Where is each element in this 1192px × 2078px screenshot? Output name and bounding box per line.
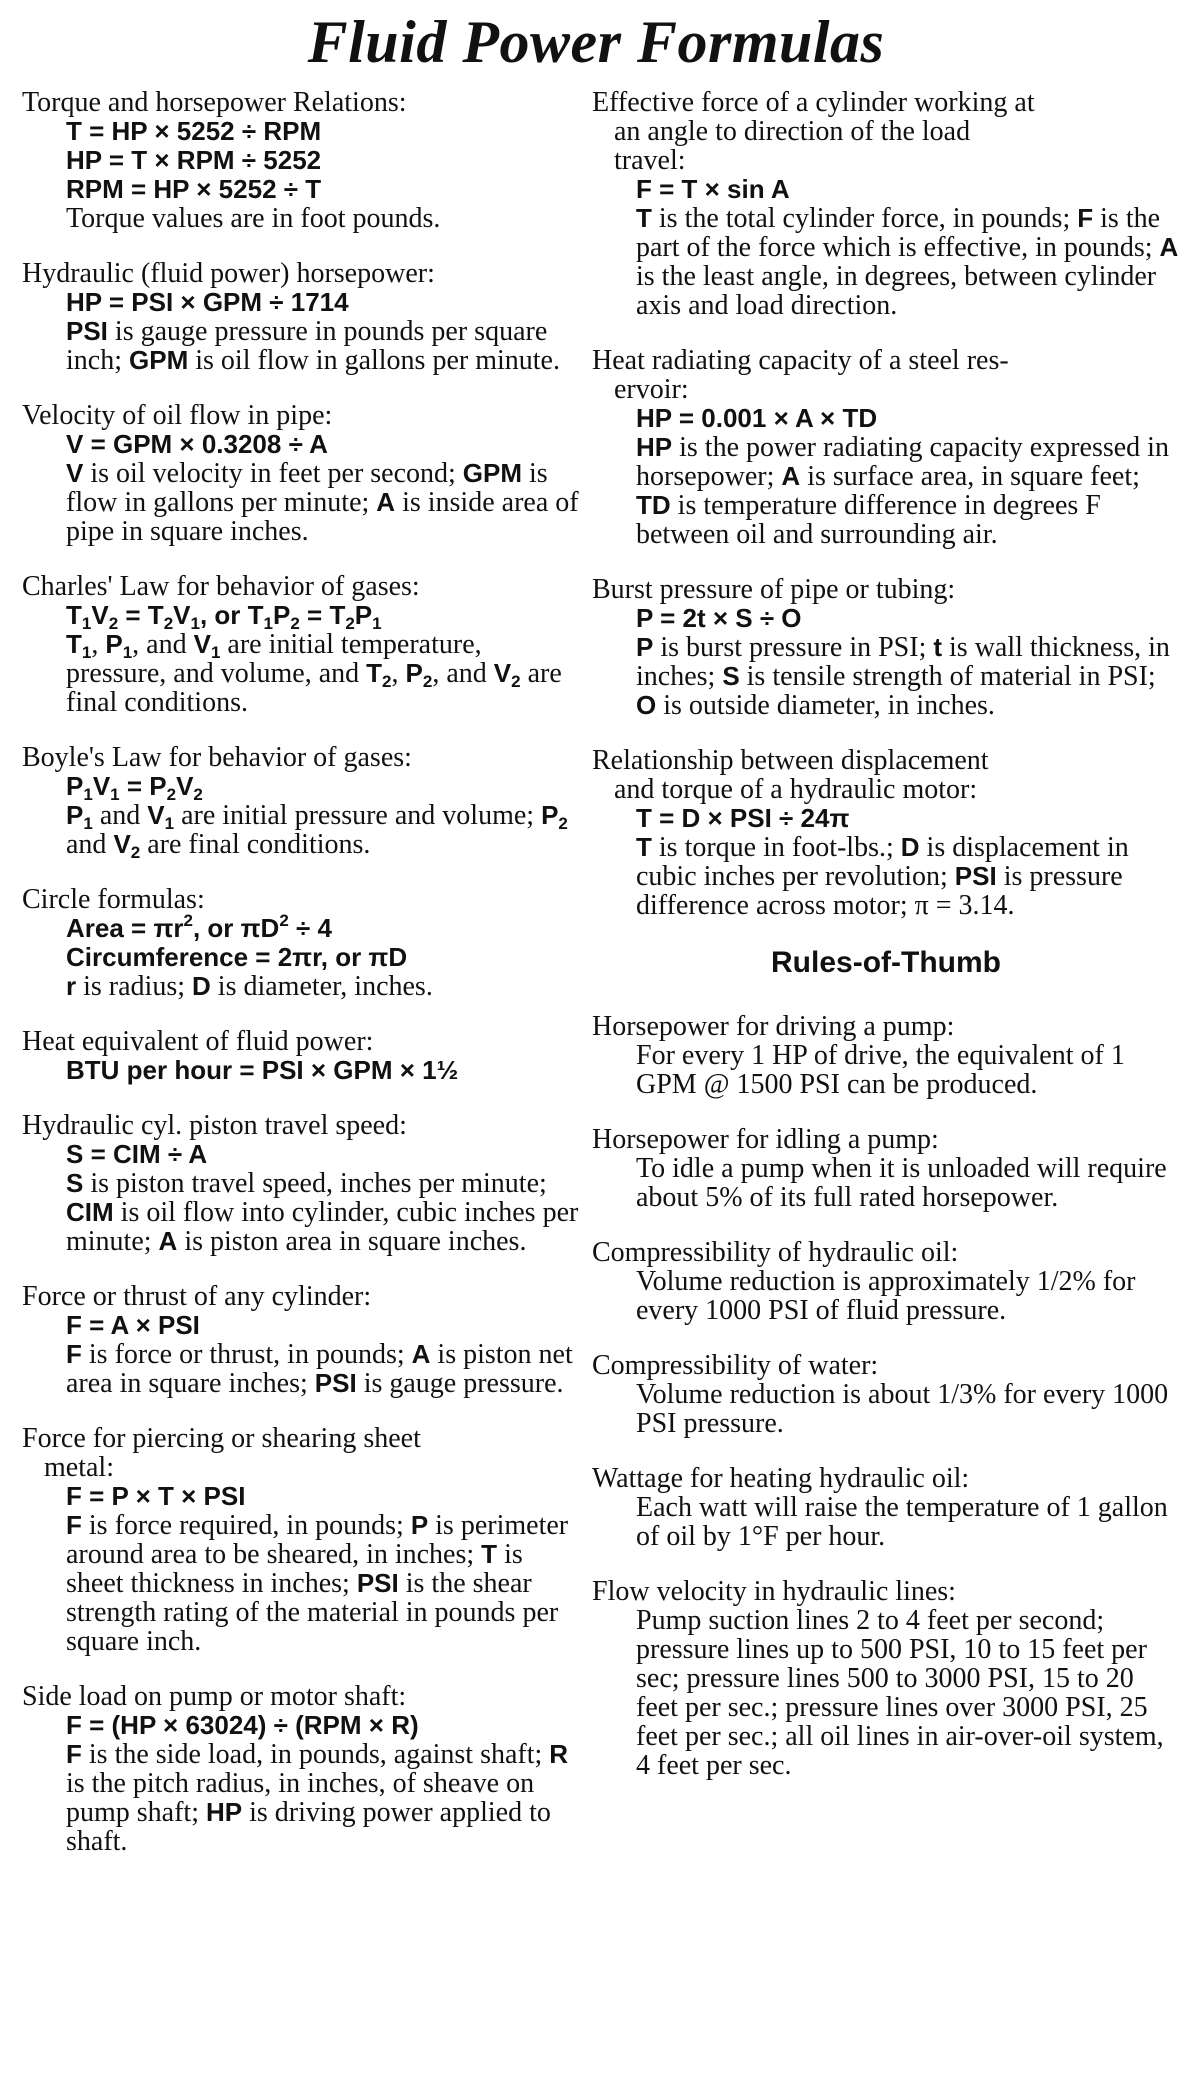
section-description <box>22 1511 580 1656</box>
term: V <box>66 458 84 488</box>
term: T <box>481 1539 498 1569</box>
term-description: is piston area in square inches. <box>177 1226 527 1257</box>
rule-text: To idle a pump when it is unloaded will require about 5% of its full rated horsepower. <box>636 1153 1167 1213</box>
term-description: is oil flow into cylinder, cubic inches per minute; <box>66 1197 579 1257</box>
term-description: is the least angle, in degrees, between cylinder axis and load direction. <box>636 261 1157 321</box>
rule-item <box>592 1577 1180 1780</box>
section-heading: Heat equivalent of fluid power: <box>22 1026 374 1057</box>
rule-text: Volume reduction is approximately 1/2% for every 1000 PSI of fluid pressure. <box>636 1266 1136 1326</box>
term: A <box>376 487 396 517</box>
term: HP <box>636 432 673 462</box>
rule-item <box>592 1238 1180 1325</box>
term-description: is wall thickness, in inches; <box>636 632 1170 692</box>
term-description: is oil velocity in feet per second; <box>83 458 463 489</box>
section-piston-speed <box>22 1111 580 1256</box>
section-heat-equivalent <box>22 1027 580 1085</box>
term: D <box>900 832 920 862</box>
term: R <box>549 1739 569 1769</box>
formula: HP = PSI × GPM ÷ 1714 <box>66 287 349 317</box>
section-burst-pressure <box>592 575 1180 720</box>
term-description: is burst pressure in PSI; <box>653 632 934 663</box>
term-description: is the shear strength rating of the material in pounds per square inch. <box>66 1568 559 1657</box>
rule-text: For every 1 HP of drive, the equivalent of 1 GPM @ 1500 PSI can be produced. <box>636 1040 1125 1100</box>
term-description: are final conditions. <box>140 829 371 860</box>
section-heading: Force or thrust of any cylinder: <box>22 1281 372 1312</box>
section-piercing-force <box>22 1424 580 1656</box>
term: GPM <box>462 458 523 488</box>
section-description <box>22 459 580 546</box>
formula-horsepower: HP = T × RPM ÷ 5252 <box>66 145 322 175</box>
formula: $T_1V_2 = T_2V_1$, or $T_1P_2 = T_2P_1$ <box>66 600 382 633</box>
term-description: is temperature difference in degrees F between oil and surrounding air. <box>636 490 1101 550</box>
term-description: is inside area of pipe in square inches. <box>66 487 579 547</box>
term: PSI <box>954 861 997 891</box>
section-description <box>22 1740 580 1856</box>
section-description <box>22 317 580 375</box>
term-description: is the power radiating capacity expressed in horsepower; <box>636 432 1169 492</box>
formula-rpm: RPM = HP × 5252 ÷ T <box>66 174 322 204</box>
section-heading: Side load on pump or motor shaft: <box>22 1681 407 1712</box>
section-description <box>22 1169 580 1256</box>
term: F <box>66 1339 82 1369</box>
section-force-thrust <box>22 1282 580 1398</box>
formula-torque: T = HP × 5252 ÷ RPM <box>66 116 322 146</box>
section-description <box>22 972 580 1001</box>
term: A <box>158 1226 178 1256</box>
term-description: is sheet thickness in inches; <box>66 1539 523 1599</box>
formula: P = 2t × S ÷ O <box>636 603 802 633</box>
section-description: Torque values are in foot pounds. <box>66 203 441 234</box>
term-description: is driving power applied to shaft. <box>66 1797 551 1857</box>
term-description: is force or thrust, in pounds; <box>81 1339 412 1370</box>
term-description: is displacement in cubic inches per revolution; <box>636 832 1129 892</box>
section-heading: Circle formulas: <box>22 884 205 915</box>
section-torque-horsepower <box>22 88 580 233</box>
formula: $P_1V_1 = P_2V_2$ <box>66 771 203 804</box>
term-description: are initial pressure and volume; <box>174 800 542 831</box>
term: O <box>636 690 657 720</box>
section-heading: Torque and horsepower Relations: <box>22 87 407 118</box>
term-description: is perimeter around area to be sheared, in inches; <box>66 1510 569 1570</box>
rule-text: Each watt will raise the temperature of 1 gallon of oil by 1°F per hour. <box>636 1492 1168 1552</box>
term-description: is surface area, in square feet; <box>800 461 1140 492</box>
term: A <box>411 1339 431 1369</box>
formula: BTU per hour = PSI × GPM × 1½ <box>66 1055 459 1085</box>
term: CIM <box>66 1197 114 1227</box>
section-effective-force <box>592 88 1180 320</box>
term: GPM <box>129 345 189 375</box>
formula: V = GPM × 0.3208 ÷ A <box>66 429 328 459</box>
term-description: is pressure difference across motor; π = 3.14. <box>636 861 1123 921</box>
section-hydraulic-horsepower <box>22 259 580 375</box>
term-description: is the side load, in pounds, against shaft; <box>81 1739 550 1770</box>
term: t <box>933 632 943 662</box>
section-heading: Velocity of oil flow in pipe: <box>22 400 333 431</box>
section-description <box>22 1340 580 1398</box>
formula: F = A × PSI <box>66 1310 200 1340</box>
term: T <box>636 203 652 233</box>
section-description <box>592 633 1180 720</box>
section-heading: Relationship between displacement and torque of a hydraulic motor: <box>592 745 989 805</box>
section-description <box>592 433 1180 549</box>
term-description: is gauge pressure in pounds per square inch; <box>66 316 548 376</box>
term-description: is torque in foot-lbs.; <box>651 832 901 863</box>
formula: F = P × T × PSI <box>66 1481 246 1511</box>
section-heading: Effective force of a cylinder working at an angle to direction of the load travel: <box>592 87 1035 176</box>
term: A <box>781 461 801 491</box>
rule-item <box>592 1012 1180 1099</box>
section-description <box>592 204 1180 320</box>
left-column <box>22 88 580 1882</box>
section-heading: Force for piercing or shearing sheet metal: <box>22 1423 421 1483</box>
rule-text: Pump suction lines 2 to 4 feet per second; pressure lines up to 500 PSI, 10 to 15 feet per sec; pressure lines 500 to 3000 PSI, 15 to 20 feet per sec.; pressure lines over 3000 PSI, 25 feet per sec.; all oil lines in air-over-oil system, 4 feet per sec. <box>636 1605 1164 1781</box>
section-circle-formulas <box>22 885 580 1001</box>
term-description: is flow in gallons per minute; <box>66 458 548 518</box>
formula: S = CIM ÷ A <box>66 1139 208 1169</box>
rule-item <box>592 1464 1180 1551</box>
term: P <box>410 1510 429 1540</box>
term-description: is diameter, inches. <box>210 971 433 1002</box>
term: T <box>636 832 652 862</box>
rule-heading: Compressibility of hydraulic oil: <box>592 1237 959 1268</box>
term: D <box>192 971 211 1001</box>
term: S <box>66 1168 84 1198</box>
term-description: are initial temperature, pressure, and volume, and <box>66 629 482 689</box>
section-side-load <box>22 1682 580 1856</box>
rules-of-thumb-heading: Rules-of-Thumb <box>771 946 1001 979</box>
rule-heading: Flow velocity in hydraulic lines: <box>592 1576 956 1607</box>
term: S <box>722 661 740 691</box>
term: HP <box>206 1797 243 1827</box>
formula: T = D × PSI ÷ 24π <box>636 803 850 833</box>
rule-item <box>592 1125 1180 1212</box>
formula-area: Area = $\pi r^2$, or $\pi D^2 \div 4$ <box>66 911 332 943</box>
section-charles-law <box>22 572 580 717</box>
term-description: is the total cylinder force, in pounds; <box>651 203 1078 234</box>
section-heading: Charles' Law for behavior of gases: <box>22 571 420 602</box>
right-column <box>592 88 1180 1806</box>
term-description: is piston travel speed, inches per minute; <box>83 1168 547 1199</box>
term-description: is the pitch radius, in inches, of sheave on pump shaft; <box>66 1768 535 1828</box>
formula: F = (HP × 63024) ÷ (RPM × R) <box>66 1710 419 1740</box>
term: F <box>1077 203 1094 233</box>
rule-heading: Compressibility of water: <box>592 1350 879 1381</box>
section-velocity <box>22 401 580 546</box>
section-heading: Burst pressure of pipe or tubing: <box>592 574 956 605</box>
rule-item <box>592 1351 1180 1438</box>
rule-heading: Horsepower for driving a pump: <box>592 1011 955 1042</box>
term-description: are final conditions. <box>66 658 562 718</box>
term: PSI <box>356 1568 399 1598</box>
section-heading: Hydraulic cyl. piston travel speed: <box>22 1110 407 1141</box>
rule-heading: Horsepower for idling a pump: <box>592 1124 939 1155</box>
term-description: is oil flow in gallons per minute. <box>188 345 560 376</box>
term: A <box>1159 232 1179 262</box>
section-description <box>592 833 1180 920</box>
term: PSI <box>66 316 108 346</box>
rule-heading: Wattage for heating hydraulic oil: <box>592 1463 970 1494</box>
term-description: is outside diameter, in inches. <box>656 690 995 721</box>
term: P <box>636 632 654 662</box>
section-heat-radiating <box>592 346 1180 549</box>
term-description: is tensile strength of material in PSI; <box>739 661 1156 692</box>
section-heading: Heat radiating capacity of a steel res- ervoir: <box>592 345 1009 405</box>
term: F <box>66 1739 82 1769</box>
term-description: is radius; <box>76 971 193 1002</box>
term: TD <box>636 490 671 520</box>
section-heading: Hydraulic (fluid power) horsepower: <box>22 258 435 289</box>
term-description: is force required, in pounds; <box>81 1510 411 1541</box>
page-title: Fluid Power Formulas <box>307 9 885 75</box>
section-boyles-law <box>22 742 580 862</box>
term-description: is gauge pressure. <box>356 1368 564 1399</box>
rule-text: Volume reduction is about 1/3% for every 1000 PSI pressure. <box>636 1379 1169 1439</box>
formula: HP = 0.001 × A × TD <box>636 403 878 433</box>
section-heading: Boyle's Law for behavior of gases: <box>22 742 412 773</box>
formula-circumference: Circumference = 2πr, or πD <box>66 942 408 972</box>
section-description: $T_1$, $P_1$, and $V_1$ are initial temperature, pressure, and volume, and $T_2$, $P_2$, and $V_2$ are final conditions. <box>66 629 562 718</box>
section-motor-torque <box>592 746 1180 920</box>
term: r <box>66 971 77 1001</box>
formula: F = T × sin A <box>636 174 790 204</box>
term-description: is the part of the force which is effective, in pounds; <box>636 203 1161 263</box>
section-description: $P_1$ and $V_1$ are initial pressure and volume; $P_2$ and $V_2$ are final conditions. <box>66 800 568 862</box>
term-description: is piston net area in square inches; <box>66 1339 573 1399</box>
term: PSI <box>314 1368 357 1398</box>
term: F <box>66 1510 82 1540</box>
